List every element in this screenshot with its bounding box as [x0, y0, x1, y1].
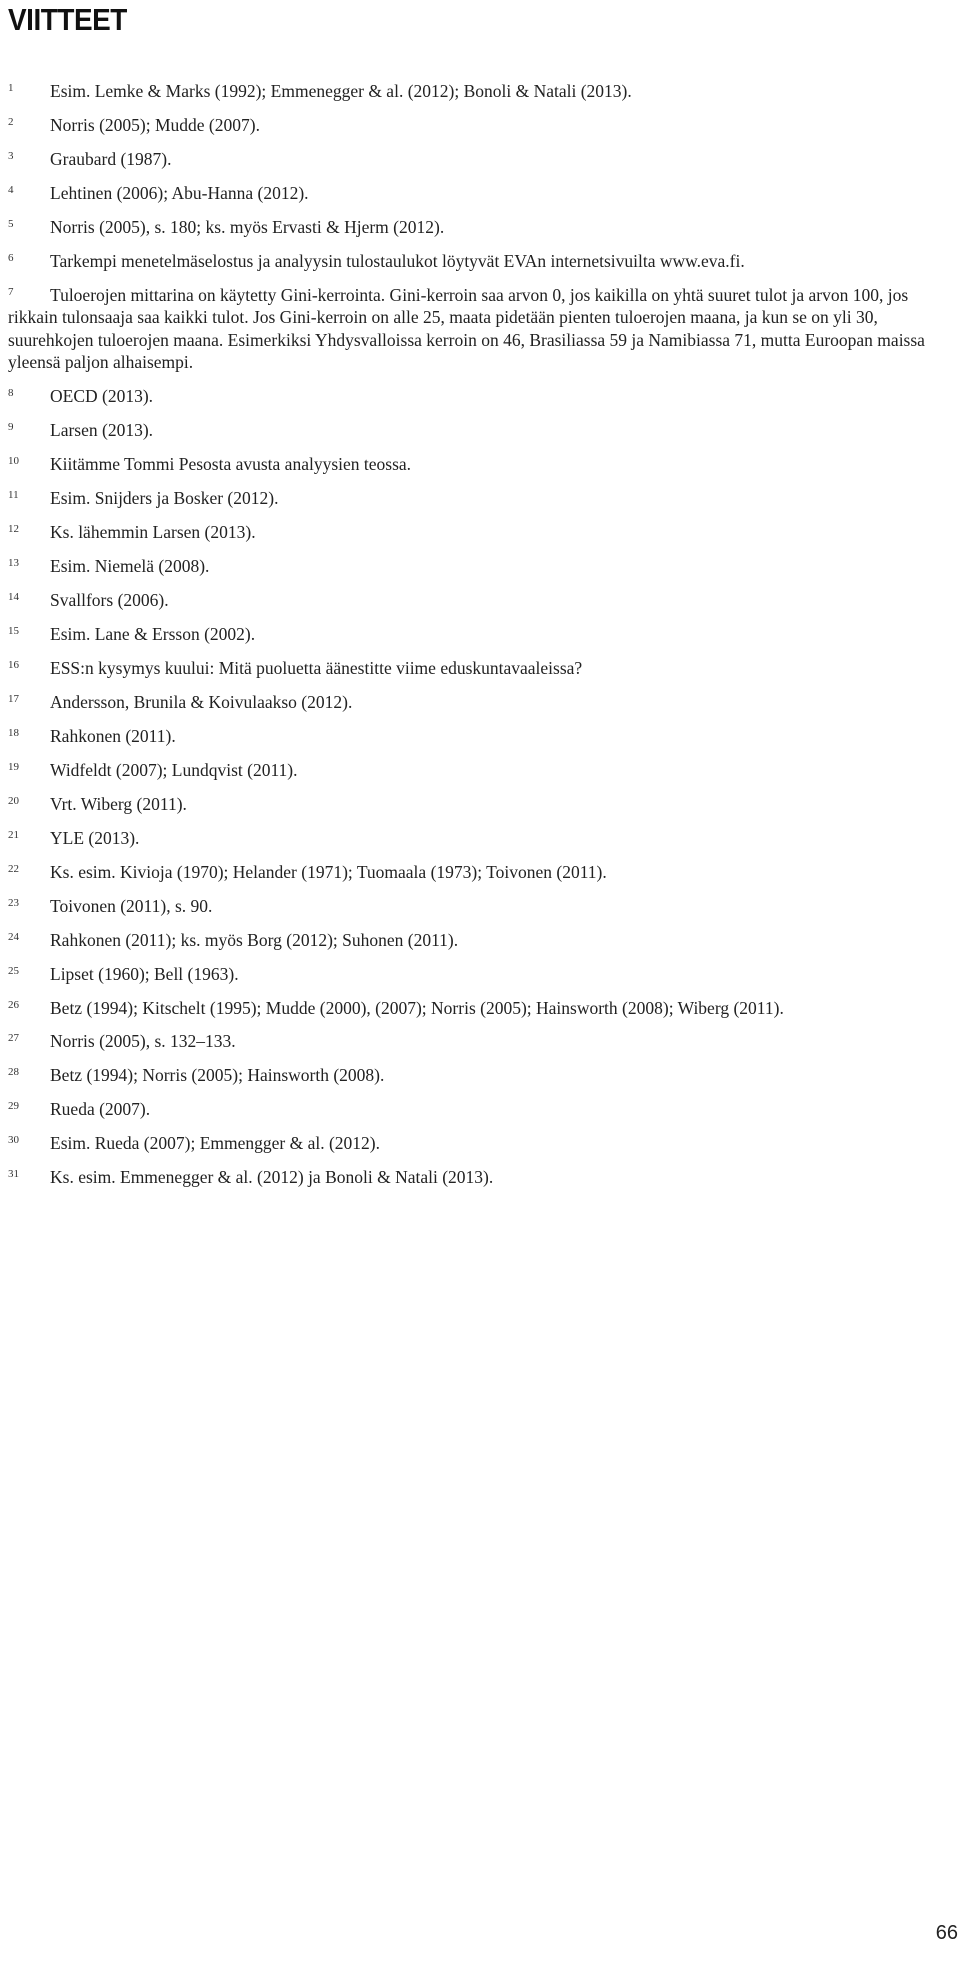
endnote-number: 13	[8, 556, 19, 569]
endnote-text: Esim. Lemke & Marks (1992); Emmenegger & al. (2012); Bonoli & Natali (2013).	[50, 81, 632, 101]
endnote-number: 2	[8, 115, 14, 128]
endnote-number: 26	[8, 998, 19, 1011]
endnote-item	[8, 725, 953, 747]
endnote-item	[8, 657, 953, 679]
endnote-text: Lipset (1960); Bell (1963).	[50, 963, 239, 984]
endnote-text: ESS:n kysymys kuului: Mitä puoluetta äänestitte viime eduskuntavaaleissa?	[50, 657, 583, 678]
endnote-text: Betz (1994); Kitschelt (1995); Mudde (2000), (2007); Norris (2005); Hainsworth (2008); Wiberg (2011).	[50, 997, 784, 1018]
endnote-item	[8, 759, 953, 781]
page-title: VIITTEET	[8, 2, 127, 37]
endnote-number: 1	[8, 82, 14, 94]
endnote-number: 28	[8, 1066, 19, 1079]
endnote-text: OECD (2013).	[50, 385, 154, 406]
endnote-item	[8, 963, 953, 985]
endnote-item	[8, 453, 953, 475]
endnote-item	[8, 793, 953, 815]
endnote-item	[8, 216, 953, 238]
endnote-item	[8, 148, 953, 170]
endnote-number: 5	[8, 217, 14, 230]
endnote-item	[8, 521, 953, 543]
endnote-number: 6	[8, 251, 14, 264]
endnote-number: 20	[8, 794, 19, 807]
endnote-text: Ks. lähemmin Larsen (2013).	[50, 521, 256, 542]
endnote-number: 22	[8, 862, 19, 875]
endnote-item	[8, 419, 953, 441]
endnote-text: Toivonen (2011), s. 90.	[50, 895, 213, 916]
endnote-number: 4	[8, 183, 14, 196]
endnote-item	[8, 623, 953, 645]
endnote-number: 18	[8, 726, 19, 739]
endnote-text: Esim. Rueda (2007); Emmengger & al. (2012).	[50, 1133, 380, 1154]
endnote-text: Norris (2005), s. 132–133.	[50, 1031, 236, 1052]
endnote-text: Andersson, Brunila & Koivulaakso (2012).	[50, 691, 353, 712]
endnote-item	[8, 1098, 953, 1120]
endnote-item	[8, 182, 953, 204]
endnote-text: Larsen (2013).	[50, 419, 154, 440]
endnote-number: 12	[8, 522, 19, 535]
endnote-text: Ks. esim. Kivioja (1970); Helander (1971); Tuomaala (1973); Toivonen (2011).	[50, 861, 607, 882]
endnote-item	[8, 1030, 953, 1052]
endnote-item	[8, 284, 953, 373]
endnote-text: Graubard (1987).	[50, 148, 172, 169]
endnote-text: Lehtinen (2006); Abu-Hanna (2012).	[50, 182, 309, 203]
endnote-text: Esim. Snijders ja Bosker (2012).	[50, 487, 279, 508]
endnotes-list	[8, 80, 953, 1200]
endnote-item	[8, 827, 953, 849]
endnote-number: 29	[8, 1100, 19, 1113]
endnote-text: Svallfors (2006).	[50, 589, 169, 610]
endnote-number: 15	[8, 624, 19, 637]
endnote-number: 10	[8, 454, 19, 467]
endnote-number: 23	[8, 896, 19, 909]
endnote-text: Norris (2005); Mudde (2007).	[50, 114, 260, 135]
endnote-text: Betz (1994); Norris (2005); Hainsworth (2008).	[50, 1065, 385, 1086]
endnote-number: 16	[8, 658, 19, 671]
endnote-number: 25	[8, 964, 19, 977]
endnote-number: 31	[8, 1168, 19, 1181]
page-number: 66	[935, 1922, 958, 1944]
endnote-item	[8, 114, 953, 136]
endnote-item	[8, 1132, 953, 1154]
endnote-number: 17	[8, 692, 19, 705]
endnote-number: 3	[8, 149, 14, 162]
endnote-item	[8, 589, 953, 611]
endnote-number: 9	[8, 420, 14, 433]
endnote-item	[8, 895, 953, 917]
endnote-item	[8, 1166, 953, 1188]
endnote-text: YLE (2013).	[50, 827, 140, 848]
endnote-text: Tarkempi menetelmäselostus ja analyysin tulostaulukot löytyvät EVAn internetsivuilta www.eva.fi.	[50, 250, 745, 271]
endnote-text: Ks. esim. Emmenegger & al. (2012) ja Bonoli & Natali (2013).	[50, 1167, 494, 1188]
endnote-number: 8	[8, 386, 14, 399]
endnote-number: 21	[8, 828, 19, 841]
endnote-text: Tuloerojen mittarina on käytetty Gini-kerrointa. Gini-kerroin saa arvon 0, jos kaikilla on yhtä suuret tulot ja arvon 100, jos rikkain tulonsaaja saa kaikki tulot. Jos Gini-kerroin on alle 25, maata pidetään pienten tuloerojen maana, ja kun se on yli 30, suurehkojen tuloerojen maana. Esimerkiksi Yhdysvalloissa kerroin on 46, Brasiliassa 59 ja Namibiassa 71, mutta Euroopan maissa yleensä paljon alhaisempi.	[8, 284, 925, 372]
endnote-text: Esim. Lane & Ersson (2002).	[50, 623, 256, 644]
endnote-text: Norris (2005), s. 180; ks. myös Ervasti & Hjerm (2012).	[50, 216, 445, 237]
endnote-text: Widfeldt (2007); Lundqvist (2011).	[50, 759, 298, 780]
endnote-text: Esim. Niemelä (2008).	[50, 555, 210, 576]
endnote-item	[8, 1064, 953, 1086]
endnote-number: 24	[8, 930, 19, 943]
endnote-number: 19	[8, 760, 19, 773]
endnote-number: 14	[8, 590, 19, 603]
endnote-item	[8, 997, 953, 1019]
endnote-item	[8, 80, 953, 102]
endnote-item	[8, 691, 953, 713]
endnote-number: 7	[8, 285, 14, 298]
endnote-text: Rueda (2007).	[50, 1099, 151, 1120]
endnote-text: Rahkonen (2011).	[50, 725, 176, 746]
endnote-item	[8, 929, 953, 951]
endnote-item	[8, 385, 953, 407]
endnote-item	[8, 555, 953, 577]
endnote-text: Kiitämme Tommi Pesosta avusta analyysien teossa.	[50, 453, 412, 474]
endnote-number: 27	[8, 1032, 19, 1045]
endnote-item	[8, 250, 953, 272]
endnote-text: Rahkonen (2011); ks. myös Borg (2012); Suhonen (2011).	[50, 929, 459, 950]
endnote-item	[8, 861, 953, 883]
endnote-text: Vrt. Wiberg (2011).	[50, 793, 187, 814]
endnote-item	[8, 487, 953, 509]
endnote-number: 30	[8, 1134, 19, 1147]
endnote-number: 11	[8, 488, 19, 501]
